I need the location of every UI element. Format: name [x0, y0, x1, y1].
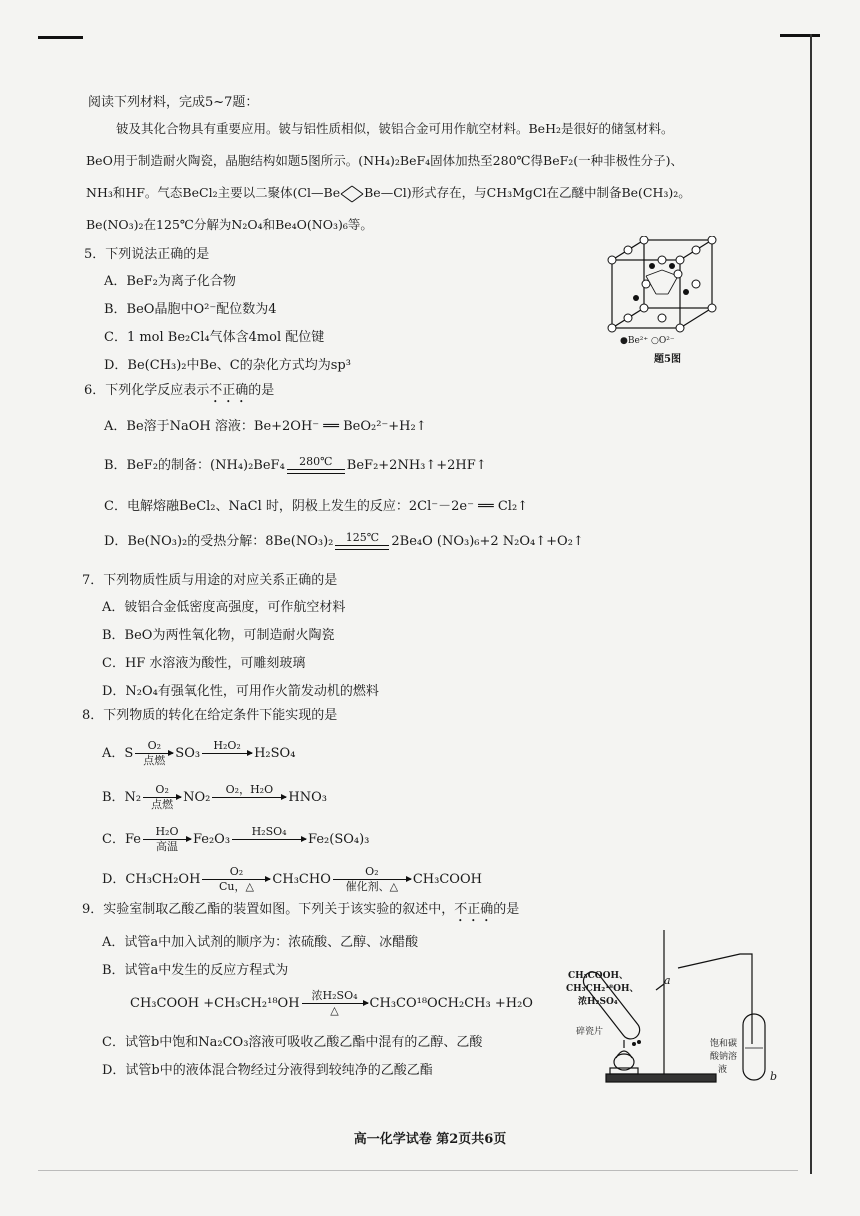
q5-stem: 5．下列说法正确的是: [84, 247, 210, 262]
q8-b-c1b: 点燃: [151, 798, 174, 811]
q6-option-b: [104, 456, 487, 475]
q6-d-temp: 125℃: [345, 531, 380, 544]
q7-option-a: A．铍铝合金低密度高强度，可作航空材料: [102, 600, 346, 615]
q8-d-c2b: 催化剂、△: [345, 880, 399, 893]
material-line-3a: NH₃和HF。气态BeCl₂主要以二聚体(Cl—Be: [86, 185, 341, 200]
q8-b-arrow-2: [212, 784, 286, 811]
q9-stem-text: 9．实验室制取乙酸乙酯的装置如图。下列关于该实验的叙述中，: [82, 902, 455, 917]
apparatus-reagent-3: 浓H₂SO₄: [578, 997, 618, 1007]
q8-b-c2b: [212, 799, 286, 811]
q8-b-c2: O₂，H₂O: [225, 783, 274, 796]
q8-a-mid: SO₃: [175, 746, 201, 761]
q9-option-d: D．试管b中的液体混合物经过分液得到较纯净的乙酸乙酯: [102, 1063, 433, 1078]
q8-option-d: [102, 866, 482, 893]
q9-emphasis: 不正确: [454, 902, 494, 917]
material-line-2: BeO用于制造耐火陶瓷，晶胞结构如题5图所示。(NH₄)₂BeF₄固体加热至280℃得BeF₂(一种非极性分子)、: [86, 153, 684, 168]
q7-option-b: B．BeO为两性氧化物，可制造耐火陶瓷: [102, 628, 335, 643]
q8-a-c1b: 点燃: [143, 754, 166, 767]
q9-equation: [130, 990, 533, 1017]
q8-b-start: B．N₂: [102, 790, 142, 805]
apparatus-solution-label-2: 酸钠溶: [710, 1052, 738, 1062]
q8-d-mid: CH₃CHO: [272, 872, 331, 887]
q8-a-start: A．S: [102, 746, 134, 761]
apparatus-label-b: b: [770, 1070, 778, 1083]
q6-b-reactants: B．BeF₂的制备：(NH₄)₂BeF₄: [104, 458, 285, 473]
q5-option-a: A．BeF₂为离子化合物: [104, 274, 236, 289]
q6-d-condition: [335, 532, 389, 551]
q9-eq-heat: △: [330, 1004, 339, 1017]
q8-c-start: C．Fe: [102, 832, 141, 847]
material-line-3b: Be—Cl)形式存在，与CH₃MgCl在乙醚中制备Be(CH₃)₂。: [364, 185, 691, 200]
q8-option-a: [102, 740, 295, 767]
material-line-1: 铍及其化合物具有重要应用。铍与铝性质相似，铍铝合金可用作航空材料。BeH₂是很好的储氢材料。: [116, 121, 674, 136]
q8-b-end: HNO₃: [288, 790, 327, 805]
scan-edge-mark: [38, 36, 83, 39]
intro-text: 阅读下列材料，完成5~7题：: [88, 95, 259, 110]
q8-c-arrow-2: [232, 826, 306, 853]
scan-edge-line: [38, 1170, 798, 1171]
q5-option-b: B．BeO晶胞中O²⁻配位数为4: [104, 302, 277, 317]
q5-figure-legend: ●Be²⁺ ○O²⁻: [620, 336, 675, 346]
q7-stem: 7．下列物质性质与用途的对应关系正确的是: [82, 573, 338, 588]
q6-option-d: [104, 532, 584, 551]
q9-stem-end: 的是: [493, 902, 520, 917]
q9-eq-catalyst: 浓H₂SO₄: [311, 989, 358, 1002]
apparatus-reagent-1: CH₃COOH、: [568, 971, 628, 981]
q9-option-b: B．试管a中发生的反应方程式为: [102, 963, 289, 978]
q7-option-c: C．HF 水溶液为酸性，可雕刻玻璃: [102, 656, 306, 671]
scan-edge-line: [810, 34, 812, 1174]
q9-eq-reactants: CH₃COOH +CH₃CH₂¹⁸OH: [130, 996, 300, 1011]
q6-b-products: BeF₂+2NH₃↑+2HF↑: [346, 458, 487, 473]
q8-d-c1b: Cu，△: [218, 880, 254, 893]
q8-c-arrow-1: [143, 826, 191, 853]
q9-option-a: A．试管a中加入试剂的顺序为：浓硫酸、乙醇、冰醋酸: [102, 935, 419, 950]
q8-c-c1b: 高温: [155, 840, 178, 853]
scan-edge-mark: [780, 34, 820, 37]
q6-d-products: 2Be₄O (NO₃)₆+2 N₂O₄↑+O₂↑: [391, 534, 584, 549]
q8-b-c1: O₂: [155, 783, 169, 796]
q6-stem-end: 的是: [248, 383, 275, 398]
apparatus-label-a: a: [664, 974, 671, 987]
q8-d-c2: O₂: [365, 865, 379, 878]
q8-a-c2: H₂O₂: [213, 739, 241, 752]
apparatus-chips-label: 碎瓷片: [576, 1027, 604, 1037]
q6-option-a: A．Be溶于NaOH 溶液：Be+2OH⁻ ══ BeO₂²⁻+H₂↑: [104, 419, 427, 434]
q9-stem: [82, 901, 519, 925]
q8-c-c2b: [232, 841, 306, 853]
apparatus-reagent-2: CH₃CH₂¹⁸OH、: [566, 984, 639, 994]
q8-d-arrow-1: [202, 866, 270, 893]
q7-option-d: D．N₂O₄有强氧化性，可用作火箭发动机的燃料: [102, 684, 379, 699]
q8-stem: 8．下列物质的转化在给定条件下能实现的是: [82, 708, 338, 723]
material-line-3: [86, 184, 691, 203]
q6-b-condition: [287, 456, 345, 475]
page-footer: 高一化学试卷 第2页共6页: [353, 1132, 507, 1147]
q5-figure-caption: 题5图: [654, 354, 681, 365]
q8-b-mid: NO₂: [183, 790, 211, 805]
q9-eq-arrow: [302, 990, 368, 1017]
material-line-4: Be(NO₃)₂在125℃分解为N₂O₄和Be₄O(NO₃)₆等。: [86, 217, 373, 232]
q8-c-c2: H₂SO₄: [251, 825, 287, 838]
dimer-bridge: [340, 185, 364, 203]
beo-unit-cell-figure: [606, 236, 724, 336]
q6-option-c: C．电解熔融BeCl₂、NaCl 时，阴极上发生的反应：2Cl⁻－2e⁻ ══ Cl₂↑: [104, 499, 529, 514]
q8-d-end: CH₃COOH: [412, 872, 482, 887]
q6-stem: [84, 382, 274, 406]
q5-option-c: C．1 mol Be₂Cl₄气体含4mol 配位键: [104, 330, 325, 345]
q8-a-arrow-1: [135, 740, 173, 767]
q5-option-d: D．Be(CH₃)₂中Be、C的杂化方式均为sp³: [104, 358, 351, 373]
q8-option-c: [102, 826, 369, 853]
esterification-apparatus-figure: [560, 924, 780, 1090]
q9-eq-products: CH₃CO¹⁸OCH₂CH₃ +H₂O: [369, 996, 533, 1011]
q6-stem-text: 6．下列化学反应表示: [84, 383, 210, 398]
q8-d-c1: O₂: [229, 865, 244, 878]
apparatus-solution-label-1: 饱和碳: [710, 1039, 738, 1049]
q8-c-c1: H₂O: [155, 825, 179, 838]
q9-option-c: C．试管b中饱和Na₂CO₃溶液可吸收乙酸乙酯中混有的乙醇、乙酸: [102, 1035, 483, 1050]
q8-d-start: D．CH₃CH₂OH: [102, 872, 201, 887]
q6-emphasis: 不正确: [209, 383, 249, 398]
q8-d-arrow-2: [333, 866, 411, 893]
q8-option-b: [102, 784, 327, 811]
q8-b-arrow-1: [143, 784, 181, 811]
q6-b-temp: 280℃: [299, 455, 333, 468]
q6-d-reactants: D．Be(NO₃)₂的受热分解：8Be(NO₃)₂: [104, 534, 334, 549]
q8-c-end: Fe₂(SO₄)₃: [308, 832, 370, 847]
q8-a-c2b: [202, 755, 252, 767]
q8-a-end: H₂SO₄: [254, 746, 296, 761]
q8-a-c1: O₂: [147, 739, 162, 752]
q8-c-mid: Fe₂O₃: [192, 832, 231, 847]
apparatus-solution-label-3: 液: [718, 1065, 728, 1075]
q8-a-arrow-2: [202, 740, 252, 767]
